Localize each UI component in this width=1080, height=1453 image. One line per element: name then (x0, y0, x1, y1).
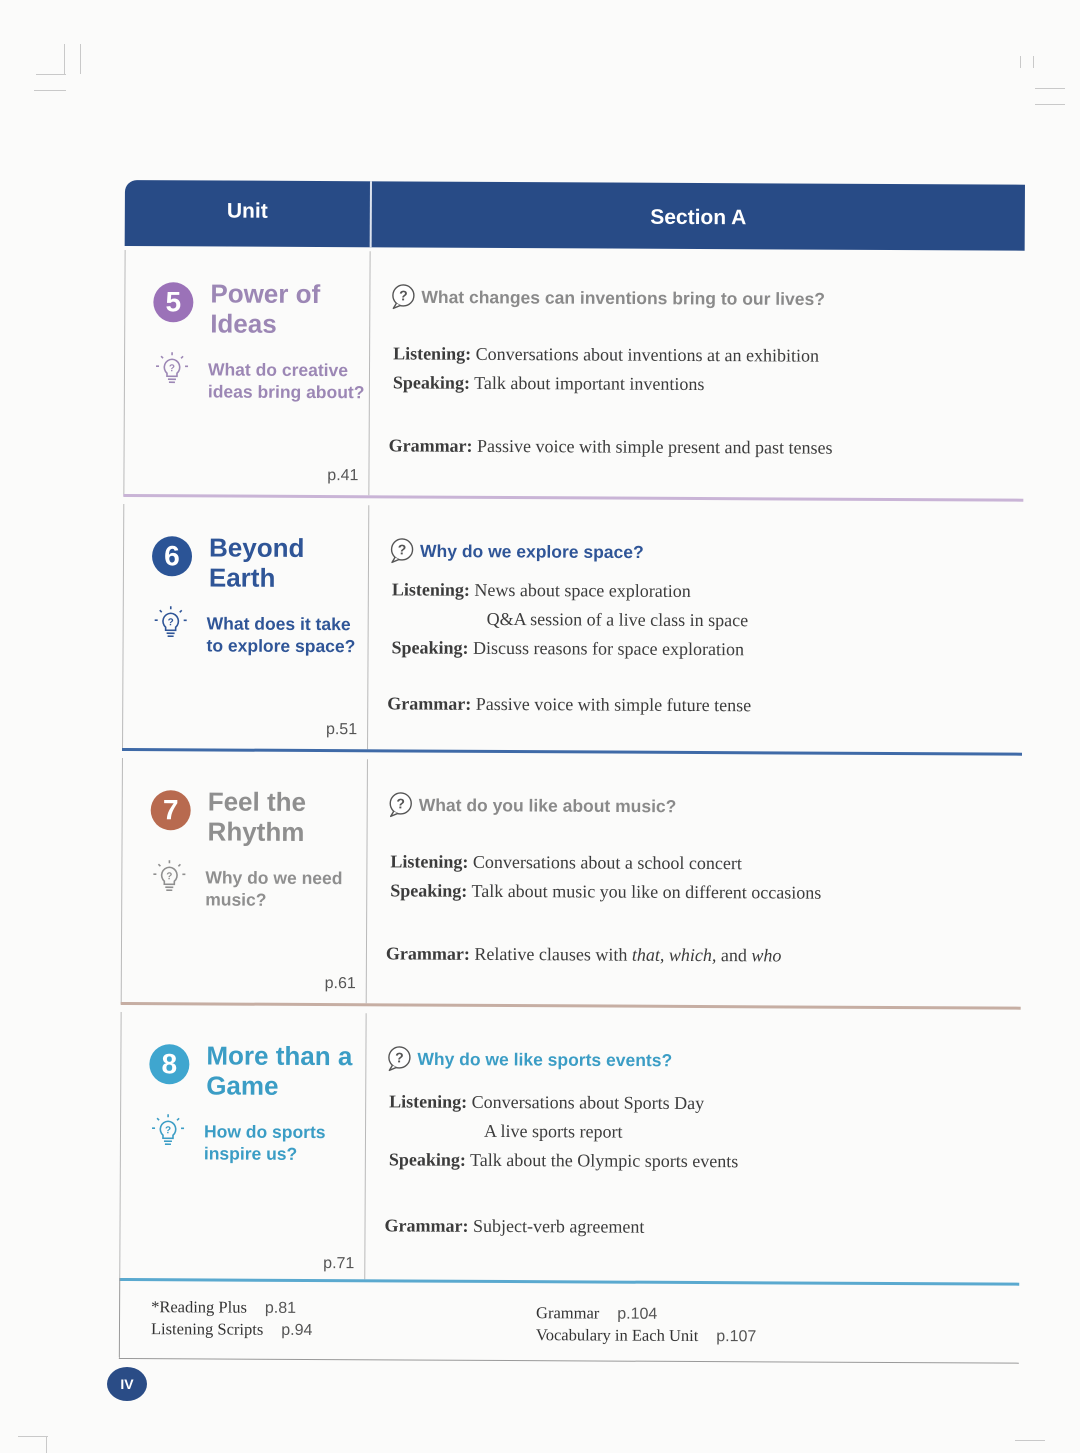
lightbulb-question-icon (148, 1112, 188, 1152)
footer-index (119, 1278, 1019, 1365)
svg-text:?: ? (166, 871, 173, 883)
page-number-badge: IV (107, 1367, 147, 1401)
grammar-line: Grammar: Passive voice with simple future tense (387, 693, 752, 716)
unit-big-question: What does it take to explore space? (206, 613, 356, 657)
crop-mark (1020, 56, 1021, 68)
unit-cell (130, 512, 366, 749)
unit-page: p.61 (324, 975, 356, 993)
grammar-line: Grammar: Passive voice with simple present and past tenses (388, 435, 833, 458)
unit-big-question: How do sports inspire us? (203, 1121, 326, 1164)
unit-page: p.41 (327, 467, 359, 485)
footer-listening-scripts: Listening Scripts p.94 (150, 1319, 313, 1339)
unit-big-question: What do creative ideas bring about? (207, 359, 365, 403)
row-left-border (123, 250, 125, 496)
row-bottom-line (121, 1002, 1021, 1010)
row-left-border (122, 504, 124, 750)
unit-cell (129, 766, 365, 1003)
question-bubble-icon (385, 1045, 413, 1073)
unit-title: Beyond Earth (208, 532, 305, 593)
crop-mark (1035, 104, 1065, 105)
svg-text:?: ? (397, 541, 407, 558)
unit-number-badge: 5 (153, 282, 193, 322)
skills-list: Listening: Conversations about Sports Day A live sports report Speaking: Talk about the Olympic sports events (388, 1091, 739, 1172)
section-a-cell (386, 779, 1007, 1002)
footer-vocabulary: Vocabulary in Each Unit p.107 (535, 1325, 757, 1346)
section-a-cell (388, 271, 1009, 494)
crop-mark (18, 1436, 48, 1437)
footer-bottom-line (119, 1358, 1019, 1364)
svg-text:?: ? (395, 1049, 404, 1066)
unit-cell (127, 1020, 363, 1277)
crop-mark (64, 44, 65, 74)
svg-text:?: ? (396, 795, 406, 812)
contents-table (119, 180, 1025, 1365)
footer-grammar: Grammar p.104 (536, 1303, 658, 1323)
footer-reading-plus: *Reading Plus p.81 (151, 1297, 297, 1317)
lightbulb-question-icon (151, 604, 191, 644)
table-header (125, 180, 1025, 251)
skills-list: Listening: Conversations about inventions at an exhibition Speaking: Talk about important inventions (392, 343, 820, 395)
footer-right-column (536, 1302, 757, 1347)
header-section-a: Section A (650, 205, 747, 230)
unit-row (121, 758, 1022, 1017)
section-question: ? Why do we like sports events? (385, 1043, 672, 1074)
question-bubble-icon (387, 791, 415, 819)
unit-row (123, 250, 1024, 509)
unit-title: Feel the Rhythm (207, 786, 307, 847)
crop-mark (1015, 1440, 1045, 1441)
crop-mark (1035, 88, 1065, 89)
unit-title: Power of Ideas (210, 278, 321, 339)
crop-mark (80, 44, 81, 74)
grammar-line: Grammar: Subject-verb agreement (384, 1215, 645, 1237)
section-a-cell (384, 1033, 1005, 1256)
svg-text:?: ? (164, 1125, 172, 1137)
header-unit: Unit (226, 199, 268, 223)
unit-number-badge: 7 (151, 790, 191, 830)
section-question: ? What do you like about music? (387, 789, 677, 820)
unit-number-badge: 8 (149, 1044, 189, 1084)
crop-mark (36, 74, 66, 75)
unit-cell (131, 258, 367, 495)
crop-mark (46, 1436, 47, 1453)
row-left-border (119, 1012, 121, 1278)
row-bottom-line (123, 494, 1023, 502)
lightbulb-question-icon (149, 858, 189, 898)
unit-row (119, 1012, 1020, 1283)
crop-mark (1033, 56, 1034, 68)
skills-list: Listening: Conversations about a school concert Speaking: Talk about music you like on different occasions (390, 851, 822, 903)
unit-big-question: Why do we need music? (205, 867, 343, 910)
unit-page: p.51 (325, 721, 358, 739)
question-bubble-icon (388, 537, 416, 565)
section-a-cell (387, 525, 1008, 748)
svg-text:?: ? (167, 617, 174, 629)
unit-title: More than a Game (206, 1040, 353, 1101)
svg-text:?: ? (399, 287, 408, 304)
unit-number-badge: 6 (152, 536, 192, 576)
lightbulb-question-icon (152, 350, 192, 390)
svg-text:?: ? (168, 363, 176, 375)
section-question: ? Why do we explore space? (388, 535, 644, 566)
crop-mark (34, 90, 66, 91)
unit-page: p.71 (323, 1255, 355, 1273)
footer-left-column (151, 1296, 313, 1341)
row-left-border (121, 758, 123, 1004)
skills-list: Listening: News about space exploration Q&A session of a live class in space Speaking: Discuss reasons for space exploration (391, 579, 749, 660)
grammar-line: Grammar: Relative clauses with that, which, and who (385, 943, 782, 966)
unit-row (122, 504, 1023, 763)
question-bubble-icon (389, 283, 417, 311)
footer-left-border (119, 1278, 120, 1358)
row-bottom-line (122, 748, 1022, 756)
section-question: ? What changes can inventions bring to our lives? (389, 281, 825, 313)
